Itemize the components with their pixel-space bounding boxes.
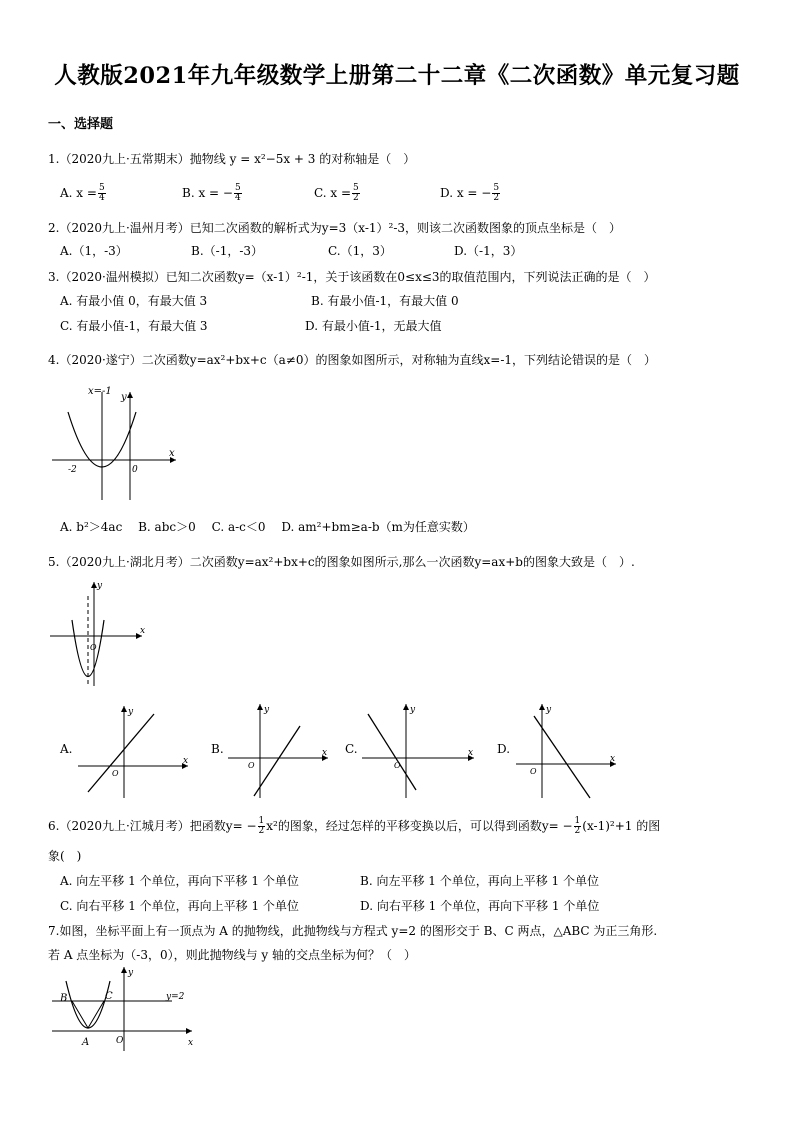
origin-label: O bbox=[112, 769, 119, 778]
q3-option-d: D. 有最小值-1，无最大值 bbox=[305, 319, 442, 333]
y-equals-2-label: y=2 bbox=[166, 992, 185, 1002]
origin-label: O bbox=[116, 1036, 124, 1046]
q1-option-c: C. x = $\frac{5}{2}$ bbox=[314, 183, 359, 203]
y-label: y bbox=[410, 705, 416, 715]
y-axis-arrow bbox=[127, 392, 133, 398]
q1-option-d: D. x = − $\frac{5}{2}$ bbox=[440, 183, 500, 203]
y-axis-arrow bbox=[121, 706, 127, 712]
q2-option-a: A.（1，-3） bbox=[60, 244, 128, 258]
x-label: x bbox=[610, 754, 616, 764]
q5-option-c-graph bbox=[358, 700, 478, 800]
q6-option-c: C. 向右平移 1 个单位，再向上平移 1 个单位 bbox=[60, 899, 299, 913]
origin-label: O bbox=[530, 767, 537, 776]
x-label: x bbox=[169, 448, 175, 459]
q5-option-d-graph bbox=[512, 700, 622, 800]
tick-zero: 0 bbox=[132, 465, 138, 475]
y-axis-arrow bbox=[257, 704, 263, 710]
question-1: 1.（2020九上·五常期末）抛物线 y = x²−5x + 3 的对称轴是（ ） bbox=[48, 152, 416, 166]
origin-label: O bbox=[394, 761, 401, 770]
line-graph bbox=[368, 714, 416, 790]
q5-option-a-label: A. bbox=[60, 742, 73, 756]
q3-option-a: A. 有最小值 0，有最大值 3 bbox=[60, 294, 208, 308]
y-label: y bbox=[97, 581, 103, 591]
q4-parabola-figure bbox=[48, 382, 180, 502]
question-6-line-1: 6.（2020九上·江城月考）把函数y= − $\frac{1}{2}$ x²的图象，经过怎样的平移变换以后，可以得到函数y= − $\frac{1}{2}$ (x-1)²+1 的图 bbox=[48, 816, 661, 836]
q1-option-b: B. x = − $\frac{5}{4}$ bbox=[182, 183, 241, 203]
q5-option-b-label: B. bbox=[211, 742, 224, 756]
tick-neg2: -2 bbox=[68, 465, 77, 475]
q4-options: A. b²＞4ac B. abc＞0 C. a-c＜0 D. am²+bm≥a-b（m为任意实数） bbox=[60, 520, 475, 534]
q1-option-a: A. x = $\frac{5}{4}$ bbox=[60, 183, 105, 203]
question-4: 4.（2020·遂宁）二次函数y=ax²+bx+c（a≠0）的图象如图所示，对称轴为直线x=-1，下列结论错误的是（ ） bbox=[48, 353, 657, 367]
symmetry-label: x=-1 bbox=[88, 386, 112, 397]
question-3: 3.（2020·温州模拟）已知二次函数y=（x-1）²-1，关于该函数在0≤x≤3的取值范围内，下列说法正确的是（ ） bbox=[48, 270, 656, 284]
point-b-label: B bbox=[60, 993, 68, 1004]
page-title: 人教版2021年九年级数学上册第二十二章《二次函数》单元复习题 bbox=[54, 63, 740, 89]
q2-option-b: B.（-1，-3） bbox=[191, 244, 264, 258]
parabola-curve bbox=[66, 981, 110, 1028]
y-label: y bbox=[128, 968, 134, 978]
q3-option-c: C. 有最小值-1，有最大值 3 bbox=[60, 319, 208, 333]
origin-label: O bbox=[248, 761, 255, 770]
x-label: x bbox=[468, 748, 474, 758]
question-7-line-2: 若 A 点坐标为（-3，0），则此抛物线与 y 轴的交点坐标为何？（ ） bbox=[48, 948, 417, 962]
section-heading: 一、选择题 bbox=[48, 117, 114, 132]
line-graph bbox=[88, 714, 154, 792]
q5-option-a-graph bbox=[72, 700, 192, 800]
question-2: 2.（2020九上·温州月考）已知二次函数的解析式为y=3（x-1）²-3，则该二次函数图象的顶点坐标是（ ） bbox=[48, 221, 622, 235]
x-label: x bbox=[322, 748, 328, 758]
x-label: x bbox=[140, 626, 146, 636]
q3-option-b: B. 有最小值-1，有最大值 0 bbox=[311, 294, 459, 308]
q2-option-d: D.（-1，3） bbox=[454, 244, 523, 258]
q5-option-d-label: D. bbox=[497, 742, 511, 756]
point-a-label: A bbox=[82, 1037, 90, 1048]
q7-parabola-figure bbox=[48, 963, 198, 1053]
y-axis-arrow bbox=[403, 704, 409, 710]
y-label: y bbox=[121, 392, 127, 403]
question-7-line-1: 7.如图，坐标平面上有一顶点为 A 的抛物线，此抛物线与方程式 y=2 的图形交于 B、C 两点，△ABC 为正三角形. bbox=[48, 924, 658, 938]
point-c-label: C bbox=[105, 991, 113, 1002]
line-graph bbox=[254, 726, 300, 796]
x-axis-arrow bbox=[186, 1028, 192, 1034]
question-5: 5.（2020九上·湖北月考）二次函数y=ax²+bx+c的图象如图所示,那么一次函数y=ax+b的图象大致是（ ）. bbox=[48, 555, 635, 569]
y-label: y bbox=[128, 707, 134, 717]
origin-label: O bbox=[90, 643, 97, 652]
x-label: x bbox=[188, 1038, 194, 1048]
q6-option-b: B. 向左平移 1 个单位，再向上平移 1 个单位 bbox=[360, 874, 599, 888]
q2-option-c: C.（1，3） bbox=[328, 244, 392, 258]
q5-option-b-graph bbox=[224, 700, 334, 800]
y-axis-arrow bbox=[539, 704, 545, 710]
x-label: x bbox=[183, 756, 189, 766]
y-label: y bbox=[264, 705, 270, 715]
q6-option-d: D. 向右平移 1 个单位，再向下平移 1 个单位 bbox=[360, 899, 600, 913]
q6-option-a: A. 向左平移 1 个单位，再向下平移 1 个单位 bbox=[60, 874, 299, 888]
q5-option-c-label: C. bbox=[345, 742, 358, 756]
y-axis-arrow bbox=[121, 967, 127, 973]
question-6-line-2: 象( ) bbox=[48, 849, 82, 863]
y-label: y bbox=[546, 705, 552, 715]
q5-parabola-figure bbox=[48, 578, 148, 688]
